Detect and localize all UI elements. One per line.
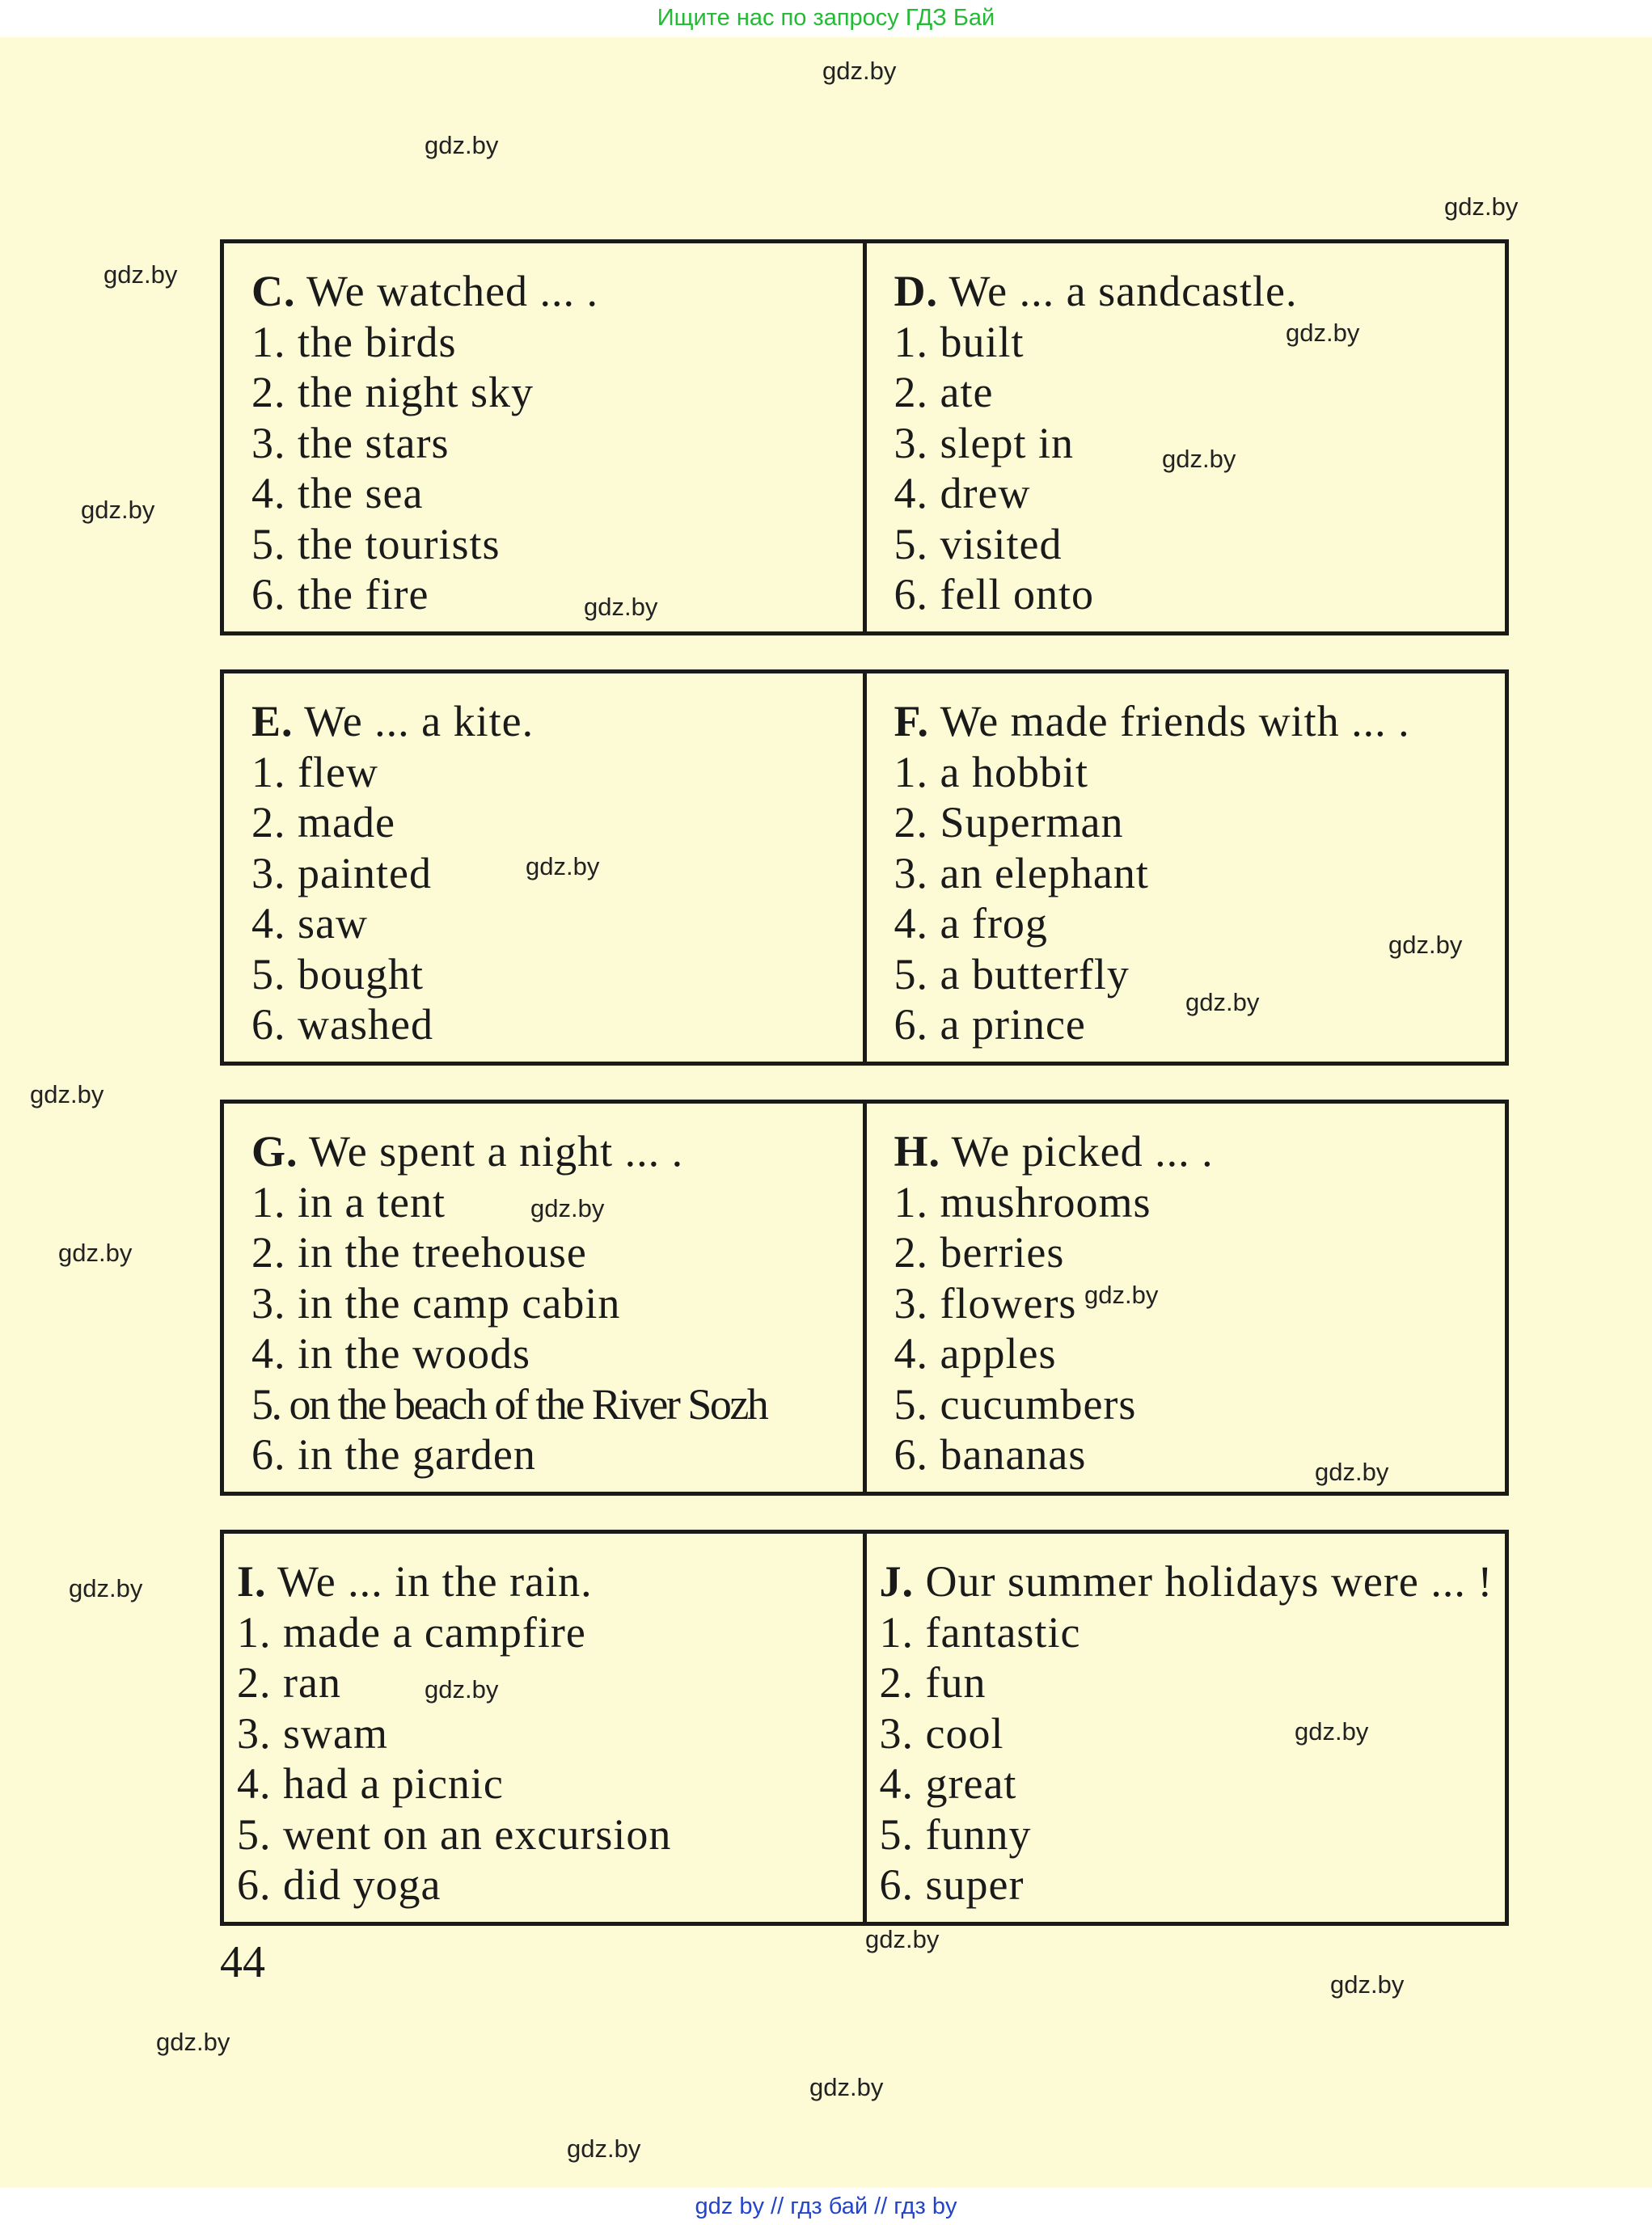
box-j-item-5: 5. funny: [879, 1809, 1032, 1859]
box-e-item-3: 3. painted: [251, 848, 432, 897]
box-j-heading: [880, 1556, 1506, 1607]
watermark: gdz.by: [865, 1925, 940, 1953]
box-h-item-3: 3. flowers: [894, 1278, 1077, 1328]
box-g-prompt: We spent a night ... .: [309, 1127, 684, 1176]
box-c-item-2: 2. the night sky: [251, 368, 534, 416]
box-d-item-5: 5. visited: [894, 519, 1063, 568]
box-j-letter: J.: [879, 1557, 914, 1606]
box-j-item-4: 4. great: [879, 1759, 1017, 1808]
watermark: gdz.by: [58, 1239, 133, 1267]
box-j-item-2: 2. fun: [879, 1658, 987, 1707]
watermark: gdz.by: [1084, 1281, 1159, 1309]
watermark: gdz.by: [567, 2134, 641, 2163]
watermark: gdz.by: [1388, 931, 1463, 959]
box-i-prompt: We ... in the rain.: [277, 1557, 593, 1606]
box-d: [863, 243, 1506, 631]
box-c-letter: C.: [251, 267, 296, 315]
box-c-item-3: 3. the stars: [251, 418, 450, 467]
box-f-item-6: 6. a prince: [894, 1000, 1086, 1049]
watermark: gdz.by: [822, 57, 897, 85]
box-e-prompt: We ... a kite.: [304, 697, 534, 745]
watermark: gdz.by: [425, 1675, 499, 1704]
box-i-letter: I.: [237, 1557, 267, 1606]
box-c-item-4: 4. the sea: [251, 469, 424, 517]
watermark: gdz.by: [425, 131, 499, 159]
watermark: gdz.by: [30, 1080, 104, 1108]
box-f-item-5: 5. a butterfly: [894, 949, 1130, 999]
box-c: [224, 243, 863, 631]
box-h-heading: [894, 1126, 1506, 1177]
box-c-item-1: 1. the birds: [251, 317, 457, 366]
box-e-item-6: 6. washed: [251, 1000, 433, 1049]
box-e-item-5: 5. bought: [251, 949, 425, 999]
box-h-prompt: We picked ... .: [951, 1127, 1214, 1176]
box-e-item-1: 1. flew: [251, 747, 378, 796]
box-h-item-1: 1. mushrooms: [894, 1177, 1151, 1226]
box-g-item-3: 3. in the camp cabin: [251, 1278, 621, 1328]
box-f-item-3: 3. an elephant: [894, 848, 1149, 897]
box-f-item-4: 4. a frog: [894, 899, 1048, 948]
box-d-letter: D.: [894, 267, 938, 315]
page-number: 44: [220, 1937, 265, 1987]
box-h: [863, 1104, 1506, 1492]
box-h-item-4: 4. apples: [894, 1329, 1057, 1378]
exercise-row-cd: [220, 239, 1509, 635]
box-g-item-1: 1. in a tent: [251, 1177, 446, 1226]
watermark: gdz.by: [1295, 1717, 1369, 1746]
box-e-letter: E.: [251, 697, 294, 745]
box-j-item-1: 1. fantastic: [879, 1607, 1081, 1657]
box-f-heading: [894, 696, 1506, 747]
watermark: gdz.by: [530, 1194, 605, 1222]
box-d-item-6: 6. fell onto: [894, 570, 1094, 619]
watermark: gdz.by: [156, 2028, 230, 2056]
box-c-heading: [251, 266, 863, 317]
exercise-row-gh: [220, 1100, 1509, 1496]
watermark: gdz.by: [526, 852, 600, 880]
watermark: gdz.by: [1162, 445, 1236, 473]
box-f-item-1: 1. a hobbit: [894, 747, 1088, 796]
box-g-item-4: 4. in the woods: [251, 1329, 530, 1378]
box-i: [224, 1534, 863, 1922]
box-f-prompt: We made friends with ... .: [940, 697, 1410, 745]
box-i-item-6: 6. did yoga: [237, 1860, 442, 1909]
box-d-item-3: 3. slept in: [894, 418, 1074, 467]
top-banner[interactable]: Ищите нас по запросу ГДЗ Бай: [0, 0, 1652, 37]
watermark: gdz.by: [69, 1574, 143, 1602]
watermark: gdz.by: [1185, 988, 1260, 1016]
watermark: gdz.by: [1330, 1970, 1405, 1999]
watermark: gdz.by: [1315, 1458, 1389, 1486]
box-i-item-3: 3. swam: [237, 1708, 388, 1758]
watermark: gdz.by: [1444, 192, 1519, 221]
box-i-item-5: 5. went on an excursion: [237, 1809, 672, 1859]
box-c-item-6: 6. the fire: [251, 570, 429, 619]
box-f-letter: F.: [894, 697, 930, 745]
watermark: gdz.by: [809, 2073, 884, 2101]
box-j-prompt: Our summer holidays were ... !: [925, 1557, 1494, 1606]
watermark: gdz.by: [104, 260, 178, 289]
bottom-banner[interactable]: gdz by // гдз бай // гдз by: [0, 2188, 1652, 2225]
exercise-row-ef: [220, 669, 1509, 1066]
box-g-letter: G.: [251, 1127, 298, 1176]
box-j-item-3: 3. cool: [879, 1708, 1004, 1758]
box-e-item-2: 2. made: [251, 798, 395, 847]
box-e-heading: [251, 696, 863, 747]
box-h-item-6: 6. bananas: [894, 1430, 1087, 1479]
box-g-heading: [251, 1126, 863, 1177]
box-c-prompt: We watched ... .: [306, 267, 599, 315]
box-d-item-2: 2. ate: [894, 368, 994, 416]
box-e-item-4: 4. saw: [251, 899, 368, 948]
box-i-item-2: 2. ran: [237, 1658, 341, 1707]
box-c-item-5: 5. the tourists: [251, 519, 501, 568]
box-j-item-6: 6. super: [879, 1860, 1025, 1909]
box-i-item-1: 1. made a campfire: [237, 1607, 586, 1657]
box-h-letter: H.: [894, 1127, 941, 1176]
box-g: [224, 1104, 863, 1492]
box-g-item-2: 2. in the treehouse: [251, 1228, 587, 1277]
box-f: [863, 673, 1506, 1062]
box-g-item-6: 6. in the garden: [251, 1430, 536, 1479]
box-f-item-2: 2. Superman: [894, 798, 1124, 847]
box-h-item-5: 5. cucumbers: [894, 1379, 1137, 1429]
box-d-item-1: 1. built: [894, 317, 1025, 366]
box-i-item-4: 4. had a picnic: [237, 1759, 504, 1808]
box-h-item-2: 2. berries: [894, 1228, 1065, 1277]
box-d-heading: [894, 266, 1506, 317]
watermark: gdz.by: [584, 593, 658, 621]
box-g-item-5: 5. on the beach of the River Sozh: [251, 1379, 767, 1429]
box-j: [863, 1534, 1506, 1922]
box-d-prompt: We ... a sandcastle.: [949, 267, 1298, 315]
watermark: gdz.by: [1286, 319, 1360, 347]
watermark: gdz.by: [81, 496, 155, 524]
box-i-heading: [237, 1556, 863, 1607]
box-d-item-4: 4. drew: [894, 469, 1031, 517]
